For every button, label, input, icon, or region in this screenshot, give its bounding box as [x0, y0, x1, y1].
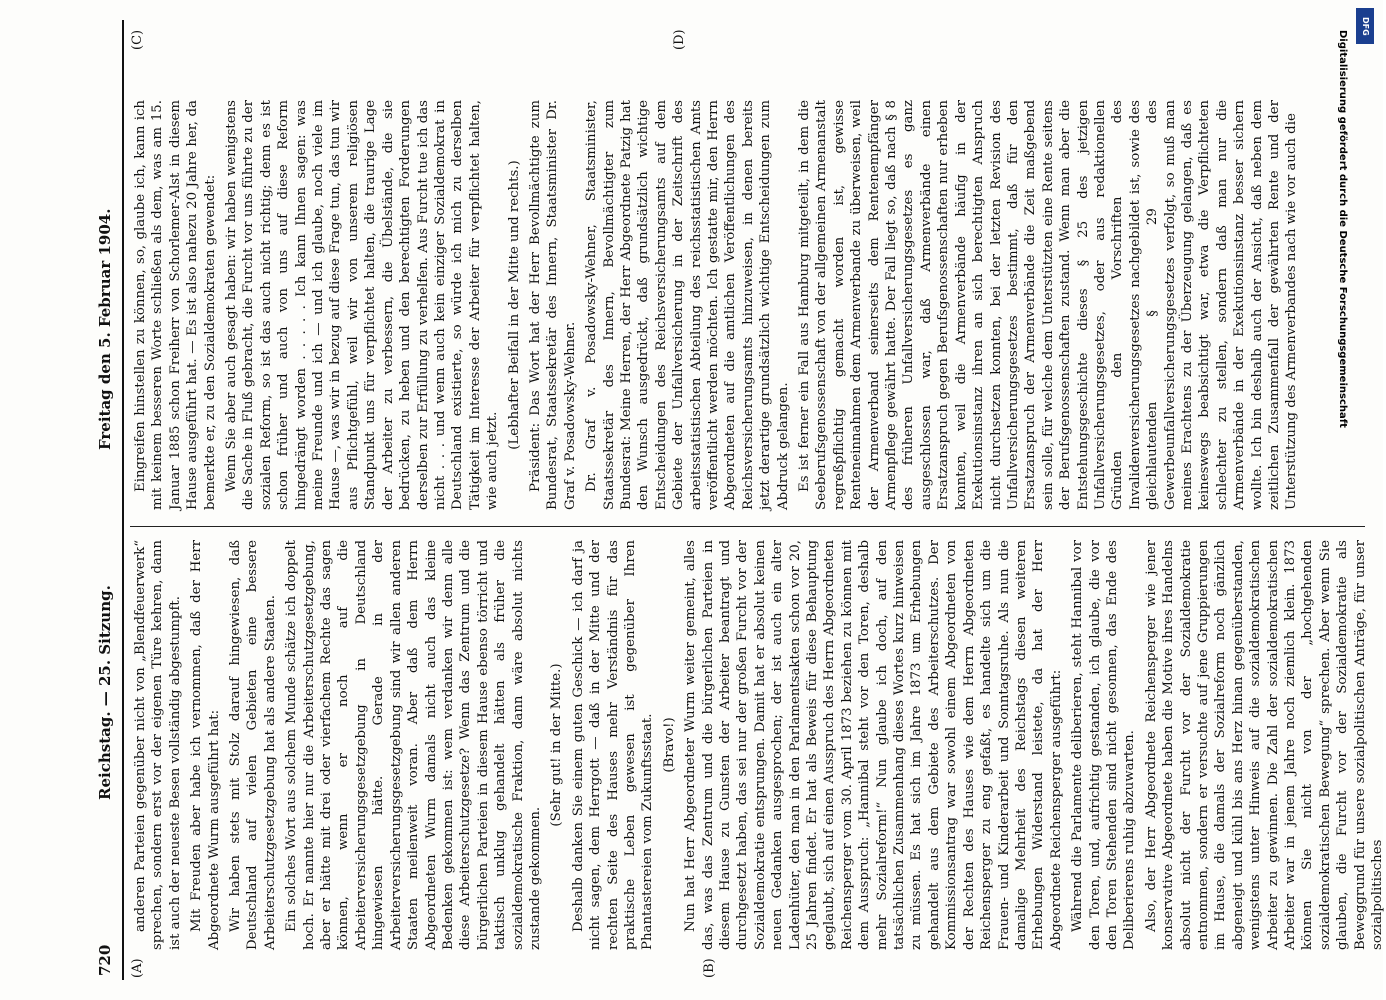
margin-marker-d: (D)	[672, 29, 687, 50]
paragraph: Also, der Herr Abgeordnete Reichensperger wie jener konservative Abgeordnete haben die Motive ihres Handelns absolut nicht der Furcht vor der Sozialdemokratie entnommen, sondern er versuchte auf jene Gruppierungen im Hause, die damals der Sozialreform noch gänzlich abgeneigt und kühl bis ans Herz hinan gegenüberstanden, wenigstens unter Hinweis auf die sozialdemokratischen Arbeiter zu gewinnen. Die Zahl der sozialdemokratischen Arbeiter war in jenem Jahre noch ziemlich klein. 1873 können Sie nicht von der „hochgehenden sozialdemokratischen Bewegung“ sprechen. Aber wenn Sie glauben, die Furcht vor der Sozialdemokratie als Beweggrund für unsere sozialpolitischen Anträge, für unser sozialpolitisches	[1143, 540, 1386, 950]
paragraph: Nun hat Herr Abgeordneter Wurm weiter gemeint, alles das, was das Zentrum und die bürgerlichen Parteien in diesem Hause zu Gunsten der Arbeiter beantragt und durchgesetzt haben, das sei nur der großen Furcht vor der Sozialdemokratie entsprungen. Damit hat er absolut keinen neuen Gedanken ausgesprochen; der ist auch ein alter Ladenhüter, den man in den Parlamentsakten schon vor 20, 25 Jahren findet. Er hat als Beweis für diese Behauptung geglaubt, sich auf einen Ausspruch des Herrn Abgeordneten Reichensperger vom 30. April 1873 beziehen zu können mit dem Ausspruch: „Hannibal steht vor den Toren, deshalb mehr Sozialreform!“ Nun glaube ich doch, auf den tatsächlichen Zusammenhang dieses Wortes kurz hinweisen zu müssen. Es hat sich im Jahre 1873 um Erhebungen gehandelt aus dem Gebiete des Arbeiterschutzes. Der Kommissionsantrag war sowohl einem Abgeordneten von der Rechten des Hauses wie dem Herrn Abgeordneten Reichensperger zu eng gefaßt, es handelte sich um die Frauen- und Kinderarbeit und Sonntagsruhe. Als nun die damalige Mehrheit des Reichstags diesen weiteren Erhebungen Widerstand leistete, da hat der Herr Abgeordnete Reichensperger ausgeführt:	[683, 540, 1064, 950]
margin-marker-c: (C)	[130, 29, 145, 50]
quote-paragraph: Wir haben stets mit Stolz darauf hingewiesen, daß Deutschland auf vielen Gebieten eine bessere Arbeiterschutzgesetzgebung hat als andere Staaten.	[228, 540, 278, 950]
paragraph: Mit Freuden aber habe ich vernommen, daß der Herr Abgeordnete Wurm ausgeführt hat:	[189, 540, 222, 950]
paragraph: Ein solches Wort aus solchem Munde schätze ich doppelt hoch. Er nannte hier nur die Arbeiterschutzgesetzgebung, aber er hätte mit drei oder vierfachem Rechte das sagen können, wenn er noch auf die Arbeiterversicherungsgesetzgebung in Deutschland hingewiesen hätte. Gerade in der Arbeiterversicherungsgesetzgebung sind wir allen anderen Staaten meilenweit voran. Aber daß dem Herrn Abgeordneten Wurm damals nicht auch das kleine Bedenken gekommen ist: wem verdanken wir denn alle diese Arbeiterschutzgesetze? Wenn das Zentrum und die bürgerlichen Parteien in diesem Hause ebenso törricht und taktisch unklug gehandelt hätten als früher die sozialdemokratische Fraktion, dann wäre absolut nichts zustande gekommen.	[284, 540, 543, 950]
applause-note: (Bravo!)	[661, 717, 677, 773]
right-text-column	[132, 100, 1362, 510]
page-header	[82, 20, 124, 980]
digitization-credit: Digitalisierung gefördert durch die Deutsche Forschungsgemeinschaft	[1337, 30, 1348, 428]
margin-marker-a: (A)	[130, 958, 145, 978]
column-divider	[130, 526, 1365, 527]
page-number: 720	[96, 944, 114, 976]
speech-paragraph: Dr. Graf v. Posadowsky-Wehner, Staatsminister, Staatssekretär des Innern, Bevollmächtigter zum Bundesrat: Meine Herren, der Herr Abgeordnete Patzig hat den Wunsch ausgedrückt, daß grundsätzlich wichtige Entscheidungen des Reichsversicherungsamts auf dem Gebiete der Unfallversicherung in der Zeitschrift des arbeitsstatistischen Abteilung des reichsstatistischen Amts veröffentlicht werden möchten. Ich gestatte mir, den Herrn Abgeordneten auf die amtlichen Veröffentlichungen des Reichsversicherungsamts hinzuweisen, in denen bereits jetzt derartige grundsätzlich wichtige Entscheidungen zum Abdruck gelangen.	[584, 100, 791, 510]
applause-note: (Sehr gut! in der Mitte.)	[549, 663, 565, 827]
rotated-document-page	[82, 20, 1386, 980]
paragraph: anderen Parteien gegenüber nicht von „Blendfeuerwerk“ sprechen, sondern erst vor der eigenen Türe kehren, dann ist auch der neueste Besen vollständig abgestumpft.	[133, 540, 183, 950]
paragraph: Deshalb danken Sie einem guten Geschick — ich darf ja nicht sagen, dem Herrgott — daß in der Mitte und der rechten Seite des Hauses mehr Verständnis für das praktische Leben gewesen ist gegenüber Ihren Phantastereien vom Zukunftsstaat.	[570, 540, 656, 950]
quote-paragraph: Während die Parlamente deliberieren, steht Hannibal vor den Toren, und, aufrichtig gestanden, ich glaube, die vor den Toren Stehenden sind nicht gesonnen, das Ende des Deliberierens ruhig abzuwarten.	[1070, 540, 1138, 950]
left-text-column	[132, 540, 1386, 950]
president-statement: Präsident: Das Wort hat der Herr Bevollmächtigte zum Bundesrat, Staatssekretär des Innern, Staatsminister Dr. Graf v. Posadowsky-Wehner.	[527, 100, 578, 510]
session-title: Reichstag. — 25. Sitzung.	[96, 585, 114, 800]
session-date: Freitag den 5. Februar 1904.	[96, 208, 114, 450]
dfg-logo: DFG	[1356, 8, 1374, 44]
applause-note: (Lebhafter Beifall in der Mitte und rechts.)	[506, 160, 522, 450]
margin-marker-b: (B)	[702, 958, 717, 978]
quote-paragraph: Wenn Sie aber auch gesagt haben: wir haben wenigstens die Sache in Fluß gebracht, die Furcht vor uns führte zu der sozialen Reform, so ist das auch nicht richtig; denn es ist schon früher und auch von uns auf diese Reform hingedrängt worden . . . . . Ich kann Ihnen sagen: was meine Freunde und ich — und ich glaube, noch viele im Hause —, was wir in bezug auf diese Frage tun, das tun wir aus Pflichtgefühl, weil wir von unserem religiösen Standpunkt uns für verpflichtet halten, die traurige Lage der Arbeiter zu verbessern, die Übelstände, die sie bedrücken, zu heben und den berechtigten Forderungen derselben zur Erfüllung zu verhelfen. Aus Furcht tue ich das nicht . . . und wenn auch kein einziger Sozialdemokrat in Deutschland existierte, so würde ich mich zu derselben Tätigkeit im Interesse der Arbeiter für verpflichtet halten, wie auch jetzt.	[224, 100, 501, 510]
paragraph: Es ist ferner ein Fall aus Hamburg mitgeteilt, in dem die Seeberufsgenossenschaft von der allgemeinen Armenanstalt regreßpflichtig gemacht worden ist, gewisse Renteneinnahmen dem Armenverbande zu überweisen, weil der Armenverband seinerseits dem Rentenempfänger Armenpflege gewährt hatte. Der Fall liegt so, daß nach § 8 des früheren Unfallversicherungsgesetzes es ganz ausgeschlossen war, daß Armenverbände einen Ersatzanspruch gegen Berufsgenossenschaften nur erheben konnten, weil die Armenverbände häufig in der Exekutionsinstanz ihren an sich berechtigten Anspruch nicht durchsetzen konnten, bei der letzten Revision des Unfallversicherungsgesetzes bestimmt, daß für den Ersatzanspruch der Armenverbände die Zeit maßgebend sein solle, für welche dem Unterstützten eine Rente seitens der Berufsgenossenschaften zustand. Wenn man aber die Entstehungsgeschichte dieses § 25 des jetzigen Unfallversicherungsgesetzes, oder aus redaktionellen Gründen den Vorschriften des Invalidenversicherungsgesetzes nachgebildet ist, sowie des gleichlautenden § 29 des Gewerbeunfallversicherungsgesetzes verfolgt, so muß man meines Erachtens zu der Überzeugung gelangen, daß es keineswegs beabsichtigt war, etwa die Verpflichteten schlechter zu stellen, sondern daß man nur die Armenverbände in der Exekutionsinstanz besser sichern wollte. Ich bin deshalb auch der Ansicht, daß neben dem zeitlichen Zusammenfall der gewährten Rente und der Unterstützung des Armenverbandes nach wie vor auch die	[797, 100, 1300, 510]
paragraph: Eingreifen hinstellen zu können, so, glaube ich, kann ich mit keinem besseren Worte schließen als dem, was am 15. Januar 1885 schon Freiherr von Schorlemer-Alst in diesem Hause ausgeführt hat. — Es ist also nahezu 20 Jahre her, da bemerkte er, zu den Sozialdemokraten gewendet:	[133, 100, 218, 510]
